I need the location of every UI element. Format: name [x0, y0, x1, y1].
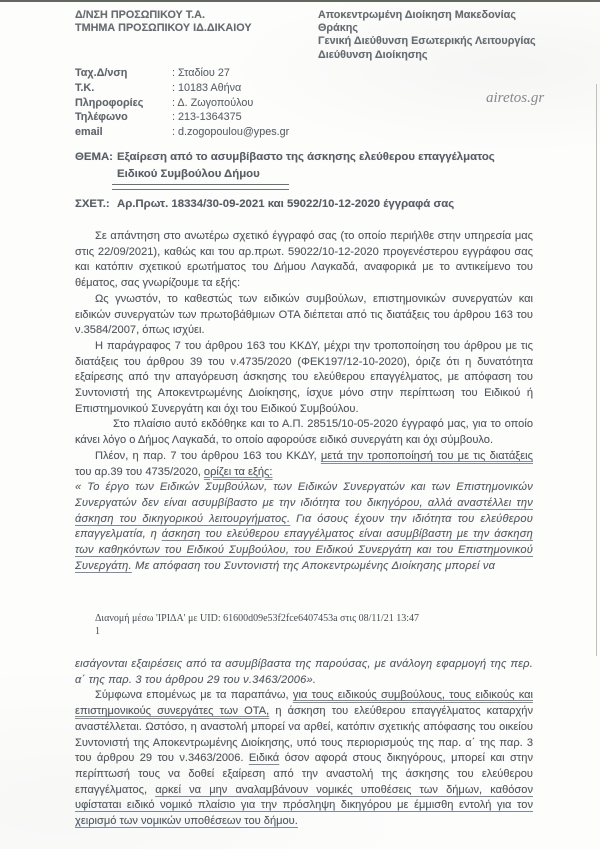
underlined-text: για τους ειδικούς συμβούλους, τους ειδικούς και επιστημονικούς συνεργάτες των ΟΤΑ, [75, 689, 533, 718]
subject-text-line1: Εξαίρεση από το ασυμβίβαστο της άσκησης ελεύθερου επαγγέλματος [117, 151, 495, 163]
document-body-page2 [75, 657, 533, 830]
body-paragraph [75, 449, 533, 480]
reference-label: ΣΧΕΤ.: [75, 198, 110, 210]
underlined-text: άσκηση του ελεύθερου επαγγέλματος είναι ασυμβίβαστη με την άσκηση των καθηκόντων του Ειδικού Συμβούλου, του Ειδικού Συνεργάτη και του Επιστημονικού Συνεργάτη. [75, 528, 534, 572]
text-run: του αρ.39 του 4735/2020, [75, 465, 204, 478]
underlined-text: Ειδικά [248, 752, 280, 765]
text-run: Σύμφωνα επομένως με τα παραπάνω, [95, 689, 293, 702]
quoted-law-text [75, 657, 533, 688]
scan-top-edge [0, 0, 600, 2]
contact-label: Τηλέφωνο [75, 111, 128, 124]
body-paragraph [75, 688, 533, 829]
text-run: Ως γνωστόν, το καθεστώς των ειδικών συμβούλων, επιστημονικών συνεργατών και ειδικών συνεργατών των πρωτοβάθμιων ΟΤΑ διέπεται από τις διατάξεις του άρθρου 163 του ν.3584/2007, όπως ισχύει. [75, 292, 533, 337]
text-run: « Το έργο των Ειδικών Συμβούλων, των Ειδικών Συνεργατών και των Επιστημονικών Συνεργατών δεν είναι ασυμβίβαστο με την ιδιότητα του δικη [75, 481, 533, 509]
subject-double-underline [112, 184, 289, 190]
text-run: Στο πλαίσιο αυτό εκδόθηκε και το Α.Π. 28515/10-05-2020 έγγραφό μας, για το οποίο κάνει λόγο ο Δήμος Λαγκαδά, το οποίο αφορούσε ειδικό συνεργάτη και όχι σύμβουλο. [75, 418, 533, 447]
page-edge-line [596, 84, 597, 656]
contact-row [75, 66, 289, 81]
body-paragraph [75, 417, 533, 448]
letterhead-line: Αποκεντρωμένη Διοίκηση Μακεδονίας [318, 9, 516, 21]
reference-text: Αρ.Πρωτ. 18334/30-09-2021 και 59022/10-12-2020 έγγραφά σας [117, 198, 455, 210]
contact-row [75, 110, 289, 125]
letterhead-left [75, 9, 252, 35]
contact-block [75, 66, 289, 140]
underlined-text: ορίζει τα εξής: [203, 465, 273, 478]
letterhead-line: Θράκης [318, 22, 358, 35]
underlined-text: αρκεί να μην αναλαμβάνουν νομικές υποθέσεις των δήμων, καθόσον υφίσταται ειδικό νομικό πλαίσιο για την πρόσληψη δικηγόρου με έμμισθη εντολή για τον χειρισμό των νομικών υποθέσεων του δήμου. [75, 783, 533, 828]
letterhead-right [318, 9, 536, 62]
text-run: όσον αφορά στους δικηγόρους, μπορεί και στην περίπτωσή τους να δοθεί εξαίρεση από την αναστολή της άσκησης του ελεύθερου επαγγέλματος, [75, 752, 533, 796]
underlined-text: γόρου, αλλά αναστέλλει την άσκηση του δικηγορικού λειτουργήματος. [75, 496, 533, 525]
underlined-text: μετά την τροποποίησή του με τις διατάξεις [320, 449, 533, 462]
contact-value: : Δ. Ζωγοπούλου [172, 96, 254, 109]
contact-row [75, 81, 289, 96]
text-run: Για όσους έχουν την ιδιότητα του ελεύθερου επαγγελματία, η [75, 512, 533, 541]
subject-label: ΘΕΜΑ: [75, 151, 113, 163]
document-body-page1 [75, 229, 533, 574]
letterhead-line: Γενική Διεύθυνση Εσωτερικής Λειτουργίας [318, 35, 536, 48]
stamp-text: Διανομή μέσω 'ΙΡΙΔΑ' με UID: 61600d09e53f2fce6407453a στις 08/11/21 13:47 [95, 613, 420, 624]
text-run: εισάγονται εξαιρέσεις από τα ασυμβίβαστα της παρούσας, με ανάλογη εφαρμογή της περ. α΄ της παρ. 3 του άρθρου 29 του ν.3463/2006». [75, 658, 533, 686]
contact-label: Τ.Κ. [75, 81, 95, 94]
watermark-airetos: airetos.gr [486, 90, 545, 106]
contact-value: : Σταδίου 27 [172, 67, 230, 79]
contact-label: Πληροφορίες [75, 96, 144, 109]
quoted-law-text [75, 480, 533, 574]
page-number: 1 [95, 626, 100, 637]
text-run: Η παράγραφος 7 του άρθρου 163 του ΚΚΔΥ, μέχρι την τροποποίηση του άρθρου με τις διατάξεις του άρθρου 39 του ν.4735/2020 (ΦΕΚ197/12-10-2020), όριζε ότι η δυνατότητα εξαίρεσης από την απαγόρευση άσκησης του ελεύθερου επαγγέλματος, με απόφαση του Συντονιστή της Αποκεντρωμένης Διοίκησης, ίσχυε μόνο στην περίπτωση του Ειδικού ή Επιστημονικού Συνεργάτη και όχι του Ειδικού Συμβούλου. [75, 339, 533, 415]
text-run: Σε απάντηση στο ανωτέρω σχετικό έγγραφό σας (το οποίο περιήλθε στην υπηρεσία μας στις 22/09/2021), καθώς και του αρ.πρωτ. 59022/10-12-2020 προγενέστερου εγγράφου σας και κατόπιν σχετικού ερωτήματος του Δήμου Λαγκαδά, αναφορικά με το αντικείμενο του θέματος, σας γνωρίζουμε τα εξής: [75, 230, 533, 290]
letterhead-line: Διεύθυνση Διοίκησης [318, 48, 428, 61]
contact-label: email [75, 126, 103, 139]
contact-row [75, 96, 289, 111]
text-run: η άσκηση του ελεύθερου επαγγέλματος καταρχήν αναστέλλεται. Ωστόσο, η αναστολή μπορεί να αρθεί, κατόπιν σχετικής απόφασης του οικείου Συντονιστή της Αποκεντρωμένης Διοίκησης, υπό τους περιορισμούς της παρ. α΄ της παρ. 3 του άρθρου 29 του ν.3463/2006. [75, 705, 533, 765]
text-run: Με απόφαση του Συντονιστή της Αποκεντρωμένης Διοίκησης μπορεί να [131, 559, 496, 572]
text-run: Πλέον, η παρ. 7 του άρθρου 163 του ΚΚΔΥ, [95, 449, 321, 462]
irida-distribution-stamp [95, 612, 419, 638]
letterhead-line: Δ/ΝΣΗ ΠΡΟΣΩΠΙΚΟΥ Τ.Α. [75, 9, 205, 21]
body-paragraph [75, 339, 533, 418]
body-paragraph [75, 292, 533, 339]
contact-label: Ταχ.Δ/νση [75, 67, 128, 79]
contact-value: : 213-1364375 [172, 111, 242, 124]
contact-value: : 10183 Αθήνα [172, 81, 242, 94]
body-paragraph [75, 229, 533, 292]
subject-text-line2: Ειδικού Συμβούλου Δήμου [117, 168, 260, 180]
contact-row [75, 125, 289, 140]
letterhead-line: ΤΜΗΜΑ ΠΡΟΣΩΠΙΚΟΥ ΙΔ.ΔΙΚΑΙΟΥ [75, 22, 252, 35]
contact-value: : d.zogopoulou@ypes.gr [172, 126, 290, 139]
